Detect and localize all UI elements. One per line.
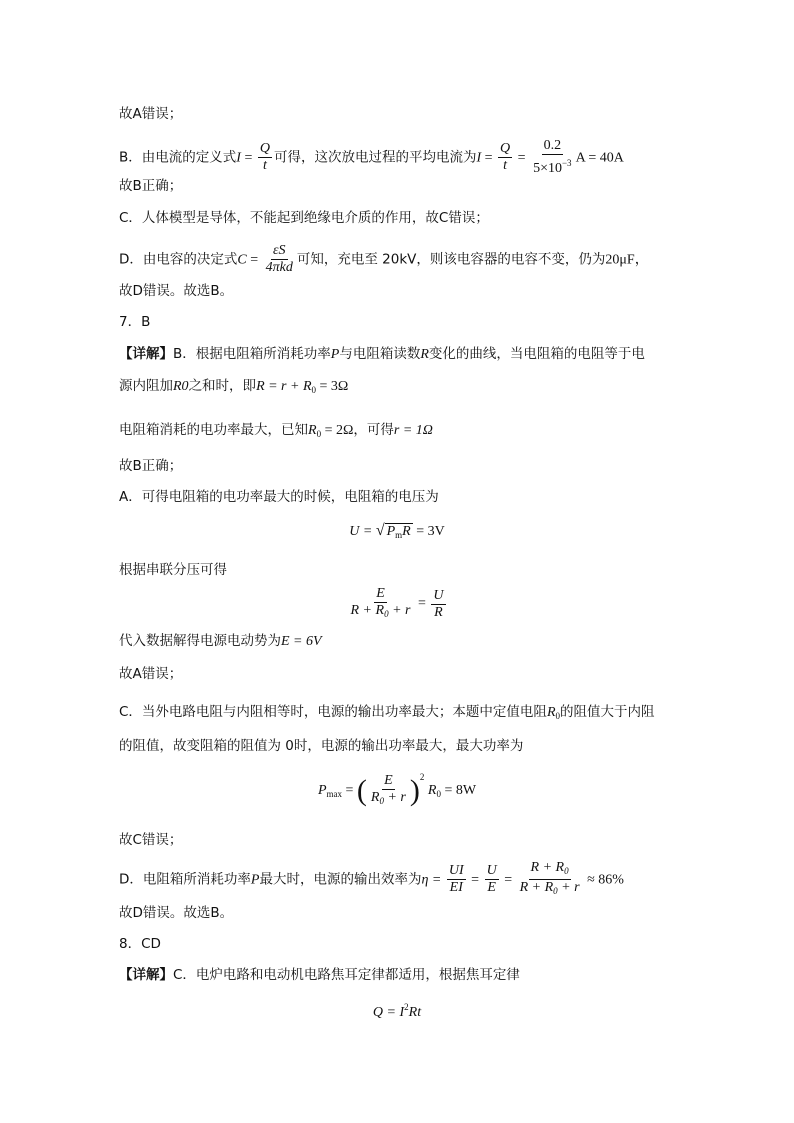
fraction: $\frac{UI}{EI}$ [448, 863, 464, 895]
fraction: $\frac{Q}{t}$ [500, 141, 511, 173]
equation: $P_{max}$ = ( $\frac{E}{R_0 + r}$ )$^2$ $R_0 = 8W$ [317, 772, 477, 807]
text-line: D．由电容的决定式C = $\frac{\varepsilon S}{\text{4πkd}}$ 可知，充电至 20kV，则该电容器的电容不变，仍为20μF， [119, 243, 649, 275]
fraction: $\frac{0.2}{5\times 10^{-3}}$ [533, 138, 572, 176]
text-line: 故D错误。故选B。 [119, 905, 234, 921]
text-line: B．由电流的定义式I = $\frac{Q}{t}$ 可得，这次放电过程的平均电流为I = $\frac{Q}{t}$ = $\frac{0.2}{5\times 10^{-3}}$ A = 40A [119, 138, 624, 176]
fraction: $\frac{Q}{t}$ [259, 141, 270, 173]
equation: $Q = I^2Rt$ [372, 1002, 422, 1020]
text-line: C．当外电路电阻与内阻相等时，电源的输出功率最大；本题中定值电阻$R_0$的阻值大于内阻 [119, 704, 655, 721]
text-line: 根据串联分压可得 [119, 562, 227, 578]
fraction: $\frac{\varepsilon S}{\text{4πkd}}$ [265, 243, 293, 275]
text-line: C．人体模型是导体，不能起到绝缘电介质的作用，故C错误； [119, 210, 489, 226]
text-line: 电阻箱消耗的电功率最大，已知$R_0 = 2\Omega$，可得r = 1Ω [119, 422, 433, 439]
fraction: $\frac{U}{E}$ [486, 863, 497, 895]
text-line: 故C错误； [119, 832, 183, 848]
text-line: 故A错误； [119, 106, 183, 122]
text-line: 故D错误。故选B。 [119, 283, 234, 299]
question-number: 7．B [119, 314, 151, 330]
text-line: 【详解】B．根据电阻箱所消耗功率P与电阻箱读数R变化的曲线，当电阻箱的电阻等于电 [119, 346, 645, 362]
fraction: $\frac{E}{R + R_0 + r}$ [350, 586, 411, 619]
text-line: 故B正确； [119, 178, 183, 194]
text-line: 源内阻加R0之和时，即$R = r + R_0 = 3\Omega$ [119, 378, 349, 395]
fraction: $\frac{U}{R}$ [433, 587, 444, 620]
text-line: D．电阻箱所消耗功率P最大时，电源的输出效率为η = $\frac{UI}{EI}$ = $\frac{U}{E}$ = $\frac{R + R_0}{R + R_0 + r}$ ≈ 86% [119, 860, 624, 899]
text-line: A．可得电阻箱的电功率最大的时候，电阻箱的电压为 [119, 489, 439, 505]
text-line: 故A错误； [119, 666, 183, 682]
question-number: 8．CD [119, 936, 161, 952]
text-line: 代入数据解得电源电动势为E = 6V [119, 633, 322, 649]
fraction: $\frac{R + R_0}{R + R_0 + r}$ [519, 860, 580, 896]
text-line: 故B正确； [119, 458, 183, 474]
fraction: $\frac{E}{R_0 + r}$ [370, 772, 406, 806]
equation: $\frac{E}{R + R_0 + r}$ = $\frac{U}{R}$ [0, 586, 794, 622]
text-line: 【详解】C．电炉电路和电动机电路焦耳定律都适用，根据焦耳定律 [119, 967, 520, 983]
text-line: 的阻值，故变阻箱的阻值为 0时，电源的输出功率最大，最大功率为 [119, 738, 524, 754]
equation: U = √ $P_mR = 3V$ [349, 522, 445, 540]
